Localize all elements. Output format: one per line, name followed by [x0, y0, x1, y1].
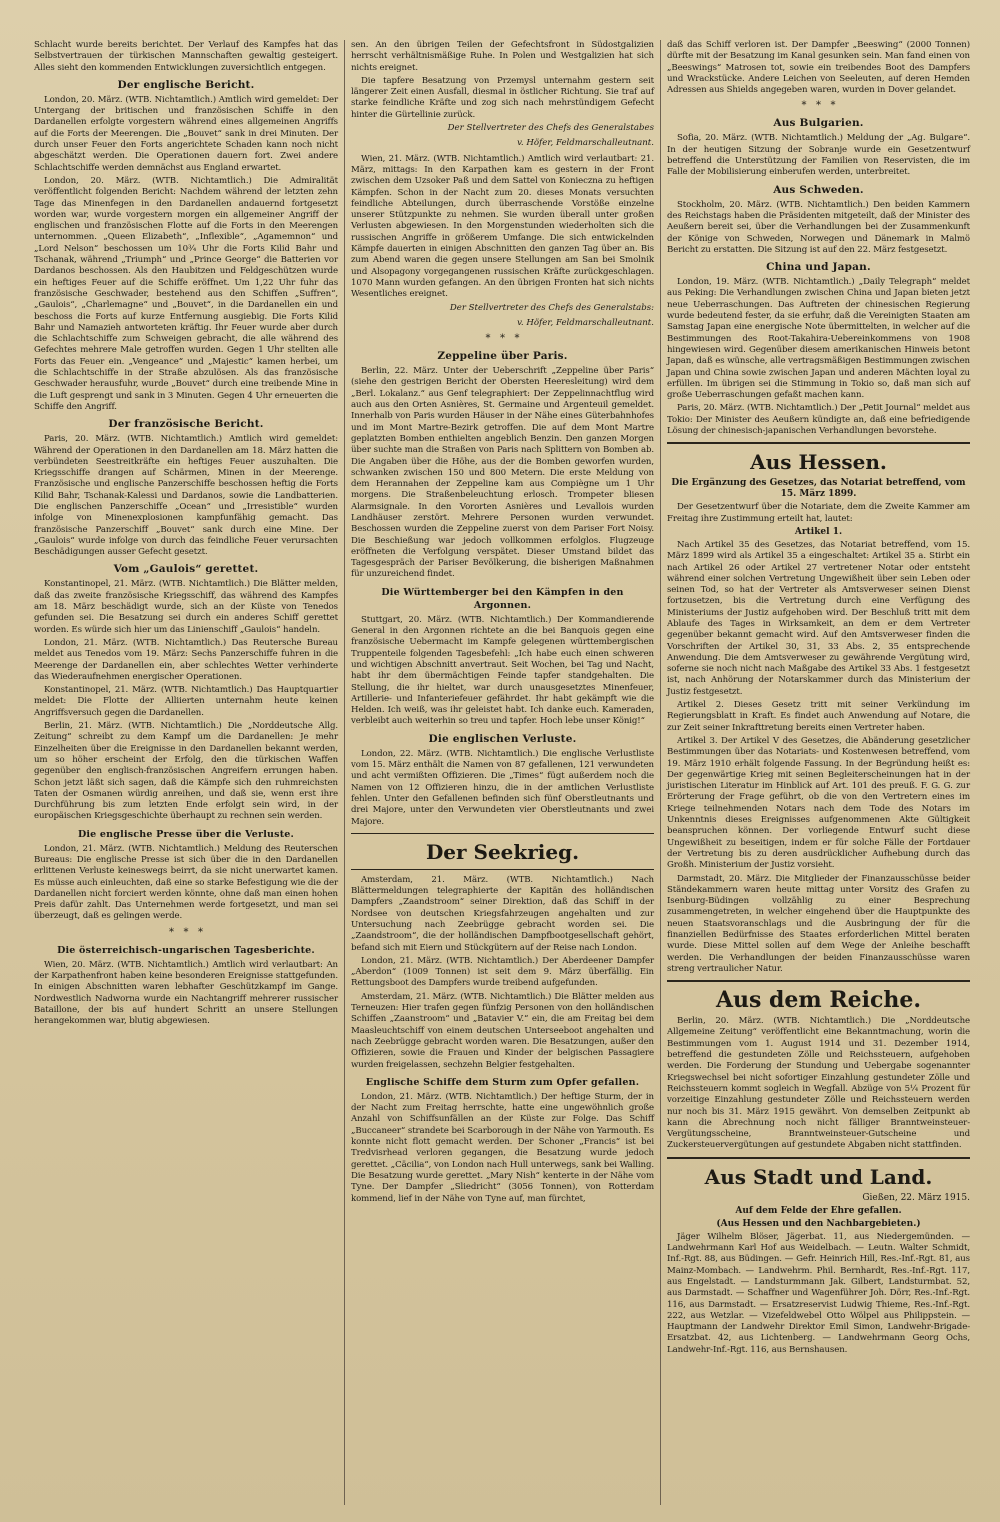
paragraph: Darmstadt, 20. März. Die Mitglieder der Finanzausschüsse beider Ständekammern waren heute mittag unter Vorsitz des Grafen zu Isenburg-Büdingen vollzählig zu einer Besprechung zusammengetreten, in welcher eingehend über die Hauptpunkte des neuen Staatsvoranschlags und die Ausbringung der für die finanziellen Bedürfnisse des Staates erforderlichen Mittel beraten wurde. Diese Mittel sollen auf dem Wege der Anleihe beschafft werden. Die Verhandlungen der beiden Finanzausschüsse waren streng vertraulicher Natur.	[667, 873, 970, 974]
separator-dots: * * *	[168, 926, 204, 938]
paragraph: Der Gesetzentwurf über die Notariate, dem die Zweite Kammer am Freitag ihre Zustimmung erteilt hat, lautet:	[667, 502, 970, 524]
paragraph: Wien, 21. März. (WTB. Nichtamtlich.) Amtlich wird verlautbart: 21. März, mittags: In den Karpathen kam es gestern in der Front zwischen dem Uzsoker Paß und dem Sattel von Konieczna zu heftigen Kämpfen. Schon in der Nacht zum 20. dieses Monats versuchten feindliche Abteilungen, durch überraschende Vorstöße einzelne unserer Stützpunkte zu nehmen. Sie wurden überall unter großen Verlusten abgewiesen. In den Morgenstunden wiederholten sich die russischen Angriffe in größerem Umfange. Die sich entwickelnden Kämpfe dauerten in einigen Abschnitten den ganzen Tag über an. Bis zum Abend waren die gegen unsere Stellungen am San bei Smolnik und Alsopagony vorgegangenen russischen Kräfte zurückgeschlagen. 1070 Mann wurden gefangen. An den übrigen Fronten hat sich nichts Wesentliches ereignet.	[351, 153, 654, 300]
paragraph: Amsterdam, 21. März. (WTB. Nichtamtlich.) Die Blätter melden aus Terneuzen: Hier trafen gegen fünfzig Personen von den holländischen Schiffen „Zaanstroom“ und „Batavier V.“ ein, die am Freitag bei dem Maasleuchtschiff von einem deutschen Unterseeboot angehalten und nach Zeebrügge gebracht worden waren. Die Besatzungen, außer den Offizieren, sowie die Frauen und Kinder der belgischen Passagiere wurden freigelassen, sechzehn Belgier festgehalten.	[351, 991, 654, 1070]
article-continuation: Schlacht wurde bereits berichtet. Der Verlauf des Kampfes hat das Selbstvertrauen der türkischen Mannschaften gewaltig gesteigert. Alles sieht den kommenden Entwicklungen zuversichtlich entgegen.	[34, 40, 338, 73]
heading-austrian-reports: Die österreichisch-ungarischen Tagesberichte.	[57, 944, 315, 956]
paragraph: Stockholm, 20. März. (WTB. Nichtamtlich.) Den beiden Kammern des Reichstags haben die Präsidenten mitgeteilt, daß der Minister des Aeußern bereit sei, über die Verhandlungen bei der Zusammenkunft der Könige von Schweden, Norwegen und Dänemark in Malmö Bericht zu erstatten. Die Sitzung ist auf den 22. März festgesetzt.	[667, 199, 970, 255]
heading-zeppelins: Zeppeline über Paris.	[437, 350, 568, 363]
subheading-notariat: Die Ergänzung des Gesetzes, das Notariat betreffend, vom 15. März 1899.	[671, 478, 966, 500]
separator-dots: * * *	[485, 333, 520, 345]
paragraph: London, 19. März. (WTB. Nichtamtlich.) „Daily Telegraph“ meldet aus Peking: Die Verhandlungen zwischen China und Japan bieten jetzt neue Ueberraschungen. Das Auftreten der chinesischen Regierung wurde bedeutend fester, da sie erfuhr, daß die Vereinigten Staaten am Samstag Japan eine energische Note übermittelten, in welcher auf die Bestimmungen des Root-Takahira-Uebereinkommens von 1908 hingewiesen wird. Gegenüber diesem amerikanischen Hinweis betont Japan, daß es wünsche, alle vertragsmäßigen Bestimmungen zwischen Japan und China sowie zwischen Japan und anderen Mächten loyal zu erfüllen. Im übrigen sei die Stimmung in Tokio so, daß man sich auf große Ueberraschungen gefaßt machen kann.	[667, 277, 970, 401]
paragraph: London, 21. März. (WTB. Nichtamtlich.) Meldung des Reuterschen Bureaus: Die englische Presse ist sich über die in den Dardanellen erlittenen Verluste keineswegs beirrt, da sie nicht unerwartet kamen. Es müsse auch einleuchten, daß eine so starke Befestigung wie die der Dardanellen nicht forciert werden könnte, ohne daß man einen hohen Preis dafür zahlt. Das Unternehmen werde fortgesetzt, und man sei überzeugt, daß es gelingen werde.	[34, 843, 338, 922]
article-continuation: sen. An den übrigen Teilen der Gefechtsfront in Südostgalizien herrscht verhältnismäßige Ruhe. In Polen und Westgalizien hat sich nichts ereignet.	[351, 40, 654, 73]
separator-dots: * * *	[801, 100, 836, 112]
paragraph: Artikel 3. Der Artikel V des Gesetzes, die Abänderung gesetzlicher Bestimmungen über das Notariats- und Kostenwesen betreffend, vom 19. März 1910 erhält folgende Fassung. In der Begründung heißt es: Der gegenwärtige Krieg mit seinen Begleiterscheinungen hat in der juristischen Literatur im Hinblick auf Art. 101 des preuß. F. G. G. zur Erörterung der Frage geführt, ob die von den Vertretern eines im Kriege teilnehmenden Notars nach dem Tode des Notars im Unkenntnis dieses Ereignisses aufgenommenen Akte Gültigkeit beanspruchen können. Der vorliegende Entwurf sucht diese Ungewißheit zu beseitigen, indem er für solche Fälle der Fortdauer der Vertretung bis zu deren ausdrücklicher Aufhebung durch das Großh. Ministerium der Justiz vorsieht.	[667, 735, 970, 871]
paragraph: Nach Artikel 35 des Gesetzes, das Notariat betreffend, vom 15. März 1899 wird als Artikel 35 a eingeschaltet: Artikel 35 a. Stirbt ein nach Artikel 26 oder Artikel 27 vertretener Notar oder entsteht während einer solchen Vertretung Ungewißheit über sein Leben oder seinen Tod, so hat der Vertreter als Amtsverweser seinen Dienst fortzusetzen, bis die Vertretung durch eine Verfügung des Ministeriums der Justiz aufgehoben wird. Der Beschluß tritt mit dem Ablaufe des Tages in Wirksamkeit, an dem er dem Vertreter gegenüber bekannt gemacht wird. Auf den Amtsverweser finden die Vorschriften der Artikel 30, 31, 33 Abs. 2, 35 entsprechende Anwendung. Die dem Amtsverweser zu gewährende Vergütung wird, soferne sie noch nicht nach Maßgabe des Artikel 33 Abs. 1 festgesetzt ist, nach Anhörung der Notarskammer durch das Ministerium der Justiz festgesetzt.	[667, 539, 970, 697]
heading-naval-war: Der Seekrieg.	[425, 839, 580, 864]
paragraph-fallen-list: Jäger Wilhelm Blöser, Jägerbat. 11, aus Niedergemünden. — Landwehrmann Karl Hof aus Weidelbach. — Leutn. Walter Schmidt, Inf.-Rgt. 88, aus Büdingen. — Gefr. Heinrich Hill, Res.-Inf.-Rgt. 81, aus Mainz-Mombach. — Landwehrm. Phil. Bernhardt, Res.-Inf.-Rgt. 117, aus Engelstadt. — Landsturmmann Jak. Gilbert, Landsturmbat. 52, aus Darmstadt. — Schaffner und Wagenführer Joh. Dörr, Res.-Inf.-Rgt. 116, aus Darmstadt. — Ersatzreservist Ludwig Thieme, Res.-Inf.-Rgt. 222, aus Wetzlar. — Vizefeldwebel Otto Wölpel aus Philippstein. — Hauptmann der Landwehr Direktor Emil Simon, Landwehr-Brigade-Ersatzbat. 42, aus Lichtenberg. — Landwehrmann Georg Ochs, Landwehr-Inf.-Rgt. 116, aus Bernshausen.	[667, 1231, 970, 1355]
article-number: Artikel 1.	[794, 526, 843, 537]
paragraph: Paris, 20. März. (WTB. Nichtamtlich.) Amtlich wird gemeldet: Während der Operationen in den Dardanellen am 18. März hatten die verbündeten Seestreitkräfte ein heftiges Feuer auszuhalten. Die Kriegsschiffe drangen auf Schärmen, Minen in der Meerenge. Französische und englische Panzerschiffe beschossen heftig die Forts Kilid Bahr, Tschanak-Kalessi und Dardanos, sowie die Landbatterien. Die englischen Panzerschiffe „Ocean“ und „Irresistible“ wurden infolge von Minenexplosionen kampfunfähig gemacht. Das französische Panzerschiff „Bouvet“ sank durch eine Mine. Der „Gaulois“ wurde infolge von durch das feindliche Feuer verursachten Beschädigungen ausser Gefecht gesetzt.	[34, 434, 338, 558]
heading-sweden: Aus Schweden.	[773, 183, 864, 196]
heading-wuerttemberger: Die Württemberger bei den Kämpfen in den Argonnen.	[381, 586, 624, 611]
divider	[351, 869, 654, 870]
subheading-region: (Aus Hessen und den Nachbargebieten.)	[716, 1218, 921, 1229]
paragraph: Wien, 20. März. (WTB. Nichtamtlich.) Amtlich wird verlautbart: An der Karpathenfront haben keine besonderen Ereignisse stattgefunden. In einigen Abschnitten waren lebhafter Geschützkampf im Gange. Nordwestlich Nadworna wurde ein Nachtangriff mehrerer russischer Bataillone, der bis auf hundert Schritt an unsere Stellungen herangekommen war, blutig abgewiesen.	[34, 959, 338, 1027]
column-left	[28, 40, 344, 1505]
heading-gaulois: Vom „Gaulois“ gerettet.	[113, 563, 259, 576]
paragraph: London, 22. März. (WTB. Nichtamtlich.) Die englische Verlustliste vom 15. März enthält die Namen von 87 gefallenen, 121 verwundeten und acht vermißten Offizieren. Die „Times“ fügt außerdem noch die Namen von 12 Offizieren hinzu, die in der amtlichen Verlustliste fehlen. Unter den Gefallenen befinden sich fünf Oberstleutnants und drei Majore, unter den Verwundeten vier Oberstleutnants und zwei Majore.	[351, 748, 654, 827]
heading-english-press: Die englische Presse über die Verluste.	[77, 828, 295, 840]
paragraph: Paris, 20. März. (WTB. Nichtamtlich.) Der „Petit Journal“ meldet aus Tokio: Der Minister des Aeußern kündigte an, daß eine befriedigende Lösung der chinesisch-japanischen Verhandlungen bevorstehe.	[667, 403, 970, 437]
paragraph: Die tapfere Besatzung von Przemysl unternahm gestern seit längerer Zeit einen Ausfall, diesmal in östlicher Richtung. Sie traf auf starke feindliche Kräfte und zog sich nach mehrstündigem Gefecht hinter die Gürtellinie zurück.	[351, 75, 654, 120]
paragraph: Konstantinopel, 21. März. (WTB. Nichtamtlich.) Die Blätter melden, daß das zweite französische Kriegsschiff, das während des Kampfes am 18. März beschädigt wurde, sich an der Küste von Tenedos gefunden sei. Die Besatzung sei durch ein anderes Schiff gerettet worden. Es würde sich hier um das Linienschiff „Gaulois“ handeln.	[34, 579, 338, 635]
paragraph: Stuttgart, 20. März. (WTB. Nichtamtlich.) Der Kommandierende General in den Argonnen richtete an die bei Banquois gegen eine französische Uebermacht im Kampfe gelegenen württembergischen Truppenteile folgenden Tagesbefehl: „Ich habe euch einen schweren und wichtigen Abschnitt anvertraut. Seit Wochen, bei Tag und Nacht, habt ihr dem übermächtigen Feinde tapfer standgehalten. Die Stellung, die ihr hieltet, war durch unausgesetztes Minenfeuer, Artillerie- und Infanteriefeuer gefährdet. Ihr habt gekämpft wie die Helden. Ich weiß, was ihr geleistet habt. Ich danke euch. Kameraden, verbleibt auch weiterhin so treu und tapfer. Hoch lebe unser König!“	[351, 614, 654, 727]
paragraph: Sofia, 20. März. (WTB. Nichtamtlich.) Meldung der „Ag. Bulgare“. In der heutigen Sitzung der Sobranje wurde ein Gesetzentwurf betreffend die Unterstützung der Familien von Reservisten, die im Falle der Mobilisierung einberufen werden, unterbreitet.	[667, 133, 970, 178]
paragraph: Amsterdam, 21. März. (WTB. Nichtamtlich.) Nach Blättermeldungen telegraphierte der Kapitän des holländischen Dampfers „Zaandstroom“ seiner Direktion, daß das Schiff in der Nordsee von deutschen Kriegsfahrzeugen angehalten und zur Untersuchung nach Zeebrügge gebracht worden sei. Die „Zaandstroom“, die der holländischen Dampfbootgesellschaft gehört, befand sich mit Eiern und Stückgütern auf der Reise nach London.	[351, 874, 654, 953]
paragraph: London, 21. März. (WTB. Nichtamtlich.) Der Aberdeener Dampfer „Aberdon“ (1009 Tonnen) ist seit dem 9. März überfällig. Ein Rettungsboot des Dampfers wurde treibend aufgefunden.	[351, 955, 654, 989]
signature-line: Der Stellvertreter des Chefs des Generalstabs:	[449, 302, 654, 313]
heading-english-report: Der englische Bericht.	[117, 78, 255, 91]
heading-french-report: Der französische Bericht.	[108, 418, 264, 431]
paragraph: London, 20. März. (WTB. Nichtamtlich.) Amtlich wird gemeldet: Der Untergang der britischen und französischen Schiffe in den Dardanellen erfolgte vorgestern während eines allgemeinen Angriffs auf die Forts der Meerengen. Die „Bouvet“ sank in drei Minuten. Der durch unser Feuer den Forts angerichtete Schaden kann noch nicht abgeschätzt werden. Die Operationen dauern fort. Zwei andere Schlachtschiffe werden demnächst aus England erwartet.	[34, 94, 338, 173]
signature-line: Der Stellvertreter des Chefs des Generalstabes	[447, 123, 654, 134]
heading-hessen: Aus Hessen.	[750, 450, 887, 475]
heading-bulgaria: Aus Bulgarien.	[773, 117, 864, 130]
dateline: Gießen, 22. März 1915.	[862, 1192, 970, 1203]
column-middle	[344, 40, 660, 1505]
paragraph: Berlin, 22. März. Unter der Ueberschrift „Zeppeline über Paris“ (siehe den gestrigen Bericht der Obersten Heeresleitung) wird dem „Berl. Lokalanz.“ aus Genf telegraphiert: Der Zeppelinnachtflug wird auch aus den Orten Asnières, St. Germaine und Argenteuil gemeldet. Innerhalb von Paris wurden Häuser in der Nähe eines Güterbahnhofes und im Mont Martre-Bezirk getroffen. Die auf dem Mont Martre geplatzten Bomben enthielten angeblich Benzin. Den ganzen Morgen über suchte man die Straßen von Paris nach Splittern von Bomben ab. Die Angaben über die Höhe, aus der die Bomben geworfen wurden, schwanken zwischen 150 und 800 Metern. Die erste Meldung von dem Herannahen der Zeppeline kam aus Compiègne um 1 Uhr morgens. Die Straßenbeleuchtung erlosch. Trompeter bliesen Alarmsignale. In den Vororten Asnières und Levallois wurden Landhäuser zerstört. Mehrere Personen wurden verwundet. Beschossen wurden die Zeppeline zuerst von dem Pariser Fort Noisy. Die Beschießung war jedoch vollkommen erfolglos. Flugzeuge eröffneten die Verfolgung verspätet. Dieser Umstand bildet das Tagesgespräch der Pariser Bevölkerung, die bisherigen Maßnahmen für unzureichend findet.	[351, 366, 654, 580]
signature-line: v. Höfer, Feldmarschalleutnant.	[517, 138, 654, 149]
divider	[667, 442, 970, 444]
paragraph: Berlin, 20. März. (WTB. Nichtamtlich.) Die „Norddeutsche Allgemeine Zeitung“ veröffentlicht eine Bekanntmachung, worin die Bestimmungen vom 1. August 1914 und 31. Dezember 1914, betreffend die gestundeten Zölle und Reichssteuern, aufgehoben werden. Die Forderung der Stundung und Uebergabe sogenannter Kriegswechsel bei nicht sofortiger Einzahlung gestundeter Zölle und Reichssteuern kommt sogleich in Wegfall. Abzüge von 5¼ Prozent für vorzeitige Einzahlung gestundeter Zölle und Reichssteuern werden nur noch bis 31. März 1915 gewährt. Von demselben Zeitpunkt ab kann die Abrechnung noch nicht fälliger Branntweinsteuer-Vergütungsscheine, Branntweinsteuer-Gutscheine und Zuckersteuervergütungen auf gestundete Abgaben nicht stattfinden.	[667, 1016, 970, 1151]
article-continuation: daß das Schiff verloren ist. Der Dampfer „Beeswing“ (2000 Tonnen) dürfte mit der Besatzung im Kanal gesunken sein. Man fand einen von „Beeswings“ Matrosen tot, sowie ein treibendes Boot des Dampfers und Wrackstücke. Andere Leichen von Seeleuten, auf deren Hemden Adressen aus Shields angegeben waren, wurden in Dover gelandet.	[667, 40, 970, 96]
heading-reich: Aus dem Reiche.	[715, 987, 922, 1014]
paragraph: London, 21. März. (WTB. Nichtamtlich.) Der heftige Sturm, der in der Nacht zum Freitag herrschte, hatte eine ungewöhnlich große Anzahl von Schiffsunfällen an der Küste zur Folge. Das Schiff „Buccaneer“ strandete bei Scarborough in der Nähe von Yarmouth. Es konnte nicht flott gemacht werden. Der Schoner „Francis“ ist bei Tredvisrhead verloren gegangen, die Besatzung wurde jedoch gerettet. „Cäcilia“, von London nach Hull unterwegs, sank bei Walling. Die Besatzung wurde gerettet. „Mary Nish“ kenterte in der Nähe vom Tyne. Der Dampfer „Sliedricht“ (3056 Tonnen), von Rotterdam kommend, lief in der Nähe von Tyne auf, man fürchtet,	[351, 1091, 654, 1204]
divider	[351, 833, 654, 834]
heading-english-losses: Die englischen Verluste.	[428, 732, 577, 745]
paragraph: London, 20. März. (WTB. Nichtamtlich.) Die Admiralität veröffentlicht folgenden Bericht: Nachdem während der letzten zehn Tage das Minenfegen in den Dardanellen andauernd fortgesetzt worden war, wurde vorgestern morgen ein allgemeiner Angriff der englischen und französischen Flotte auf die Forts in den Meerengen unternommen. „Queen Elizabeth“, „Inflexible“, „Agamemnon“ und „Lord Nelson“ beschossen um 10¾ Uhr die Forts Kilid Bahr und Tschanak, während „Triumph“ und „Prince George“ die Batterien vor Dardanos beschossen. Als den Haubitzen und Feldgeschützen wurde ein heftiges Feuer auf die Schiffe eröffnet. Um 1,22 Uhr fuhr das französische Geschwader, bestehend aus den Schiffen „Suffren“, „Gaulois“, „Charlemagne“ und „Bouvet“, in die Dardanellen ein und beschoss die Forts auf kurze Entfernung ausgiebig. Die Forts Kilid Bahr und Namazieh antworteten kräftig. Ihr Feuer wurde aber durch die Schlachtschiffe zum Schweigen gebracht, die alle während des Gefechtes mehrere Male getroffen wurden. Gegen 1 Uhr stellten alle Forts das Feuer ein. „Vengeance“ und „Majestic“ kamen herbei, um die Schlachtschiffe in der Straße abzulösen. Als das französische Geschwader herausfuhr, wurde „Bouvet“ durch eine treibende Mine in die Luft gesprengt und sank in 3 Minuten. Gegen 4 Uhr erneuerten die Schiffe den Angriff.	[34, 175, 338, 412]
column-right	[660, 40, 976, 1505]
divider	[667, 980, 970, 982]
paragraph: London, 21. März. (WTB. Nichtamtlich.) Das Reutersche Bureau meldet aus Tenedos vom 19. März: Sechs Panzerschiffe fuhren in die Meerenge der Dardanellen ein, aber schlechtes Wetter verhinderte das Wiederaufnehmen energischer Operationen.	[34, 637, 338, 682]
subheading-fallen: Auf dem Felde der Ehre gefallen.	[735, 1205, 902, 1216]
paragraph: Artikel 2. Dieses Gesetz tritt mit seiner Verkündung im Regierungsblatt in Kraft. Es findet auch Anwendung auf Notare, die zur Zeit seiner Inkrafttretung bereits einen Vertreter haben.	[667, 700, 970, 733]
signature-line: v. Höfer, Feldmarschalleutnant.	[517, 317, 654, 328]
divider	[667, 1157, 970, 1159]
paragraph: Konstantinopel, 21. März. (WTB. Nichtamtlich.) Das Hauptquartier meldet: Die Flotte der Alliierten unternahm heute keinen Angriffsversuch gegen die Dardanellen.	[34, 685, 338, 718]
heading-china-japan: China und Japan.	[766, 261, 871, 274]
heading-storm-ships: Englische Schiffe dem Sturm zum Opfer gefallen.	[365, 1076, 640, 1088]
heading-stadt-land: Aus Stadt und Land.	[704, 1164, 933, 1189]
paragraph: Berlin, 21. März. (WTB. Nichtamtlich.) Die „Norddeutsche Allg. Zeitung“ schreibt zu dem Kampf um die Dardanellen: Je mehr Einzelheiten über die Ereignisse in den Dardanellen bekannt werden, um so höher erscheint der Erfolg, den die türkischen Waffen gegenüber den englisch-französischen Angreifern errungen haben. Schon jetzt läßt sich sagen, daß die Kämpfe sich den ruhmreichsten Taten der Osmanen würdig anreihen, und daß sie, wenn erst ihre Durchführung bis zum letzten Ende erfolgt sein wird, in der europäischen Kriegsgeschichte überhaupt zu rechnen sein werden.	[34, 721, 338, 822]
